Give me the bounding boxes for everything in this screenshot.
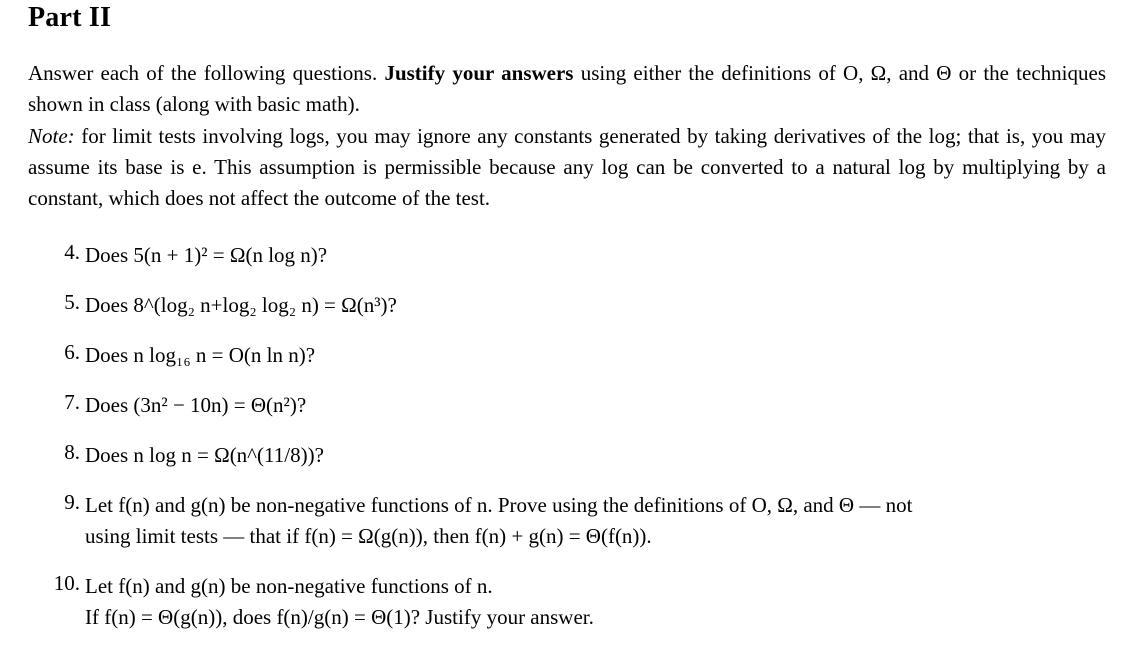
section-title: Part II xyxy=(28,2,112,33)
question-text: Does n log₁₆ n = O(n ln n)? xyxy=(85,343,316,367)
question-number: 4. xyxy=(64,240,80,264)
question-number: 6. xyxy=(64,340,80,364)
instructions-paragraph xyxy=(28,58,1106,121)
question-line-1: Let f(n) and g(n) be non-negative functions of n. Prove using the definitions of O, Ω, and Θ — not xyxy=(85,493,913,517)
instructions-bold: Justify your answers xyxy=(384,61,574,85)
question-line-2: using limit tests — that if f(n) = Ω(g(n)), then f(n) + g(n) = Θ(f(n)). xyxy=(85,524,652,548)
question-number: 9. xyxy=(64,490,80,514)
note-text: for limit tests involving logs, you may ignore any constants generated by taking derivatives of the log; that is, you may assume its base is e. This assumption is permissible because any log can be converted to a natural log by multiplying by a constant, which does not affect the outcome of the test. xyxy=(28,123,1106,211)
note-paragraph xyxy=(28,121,1106,215)
instructions-text-a: Answer each of the following questions. xyxy=(28,61,385,85)
instructions xyxy=(28,58,1106,214)
question-text: Does n log n = Ω(n^(11/8))? xyxy=(85,443,324,467)
question-text xyxy=(85,571,1101,633)
instructions-text-b: using either the definitions of O, Ω, and Θ or the techniques shown in class (along with basic math). xyxy=(28,61,1106,117)
question-text: Does 5(n + 1)² = Ω(n log n)? xyxy=(85,243,328,267)
question-text: Does (3n² − 10n) = Θ(n²)? xyxy=(85,393,307,417)
question-number: 10. xyxy=(53,571,80,595)
note-label: Note: xyxy=(28,123,75,148)
question-number: 8. xyxy=(64,440,80,464)
question-number: 5. xyxy=(64,290,80,314)
question-line-1: Let f(n) and g(n) be non-negative functions of n. xyxy=(85,574,493,598)
question-text xyxy=(85,490,1101,552)
question-text: Does 8^(log₂ n+log₂ log₂ n) = Ω(n³)? xyxy=(85,293,397,317)
question-number: 7. xyxy=(64,390,80,414)
question-line-2: If f(n) = Θ(g(n)), does f(n)/g(n) = Θ(1)? Justify your answer. xyxy=(85,605,594,629)
